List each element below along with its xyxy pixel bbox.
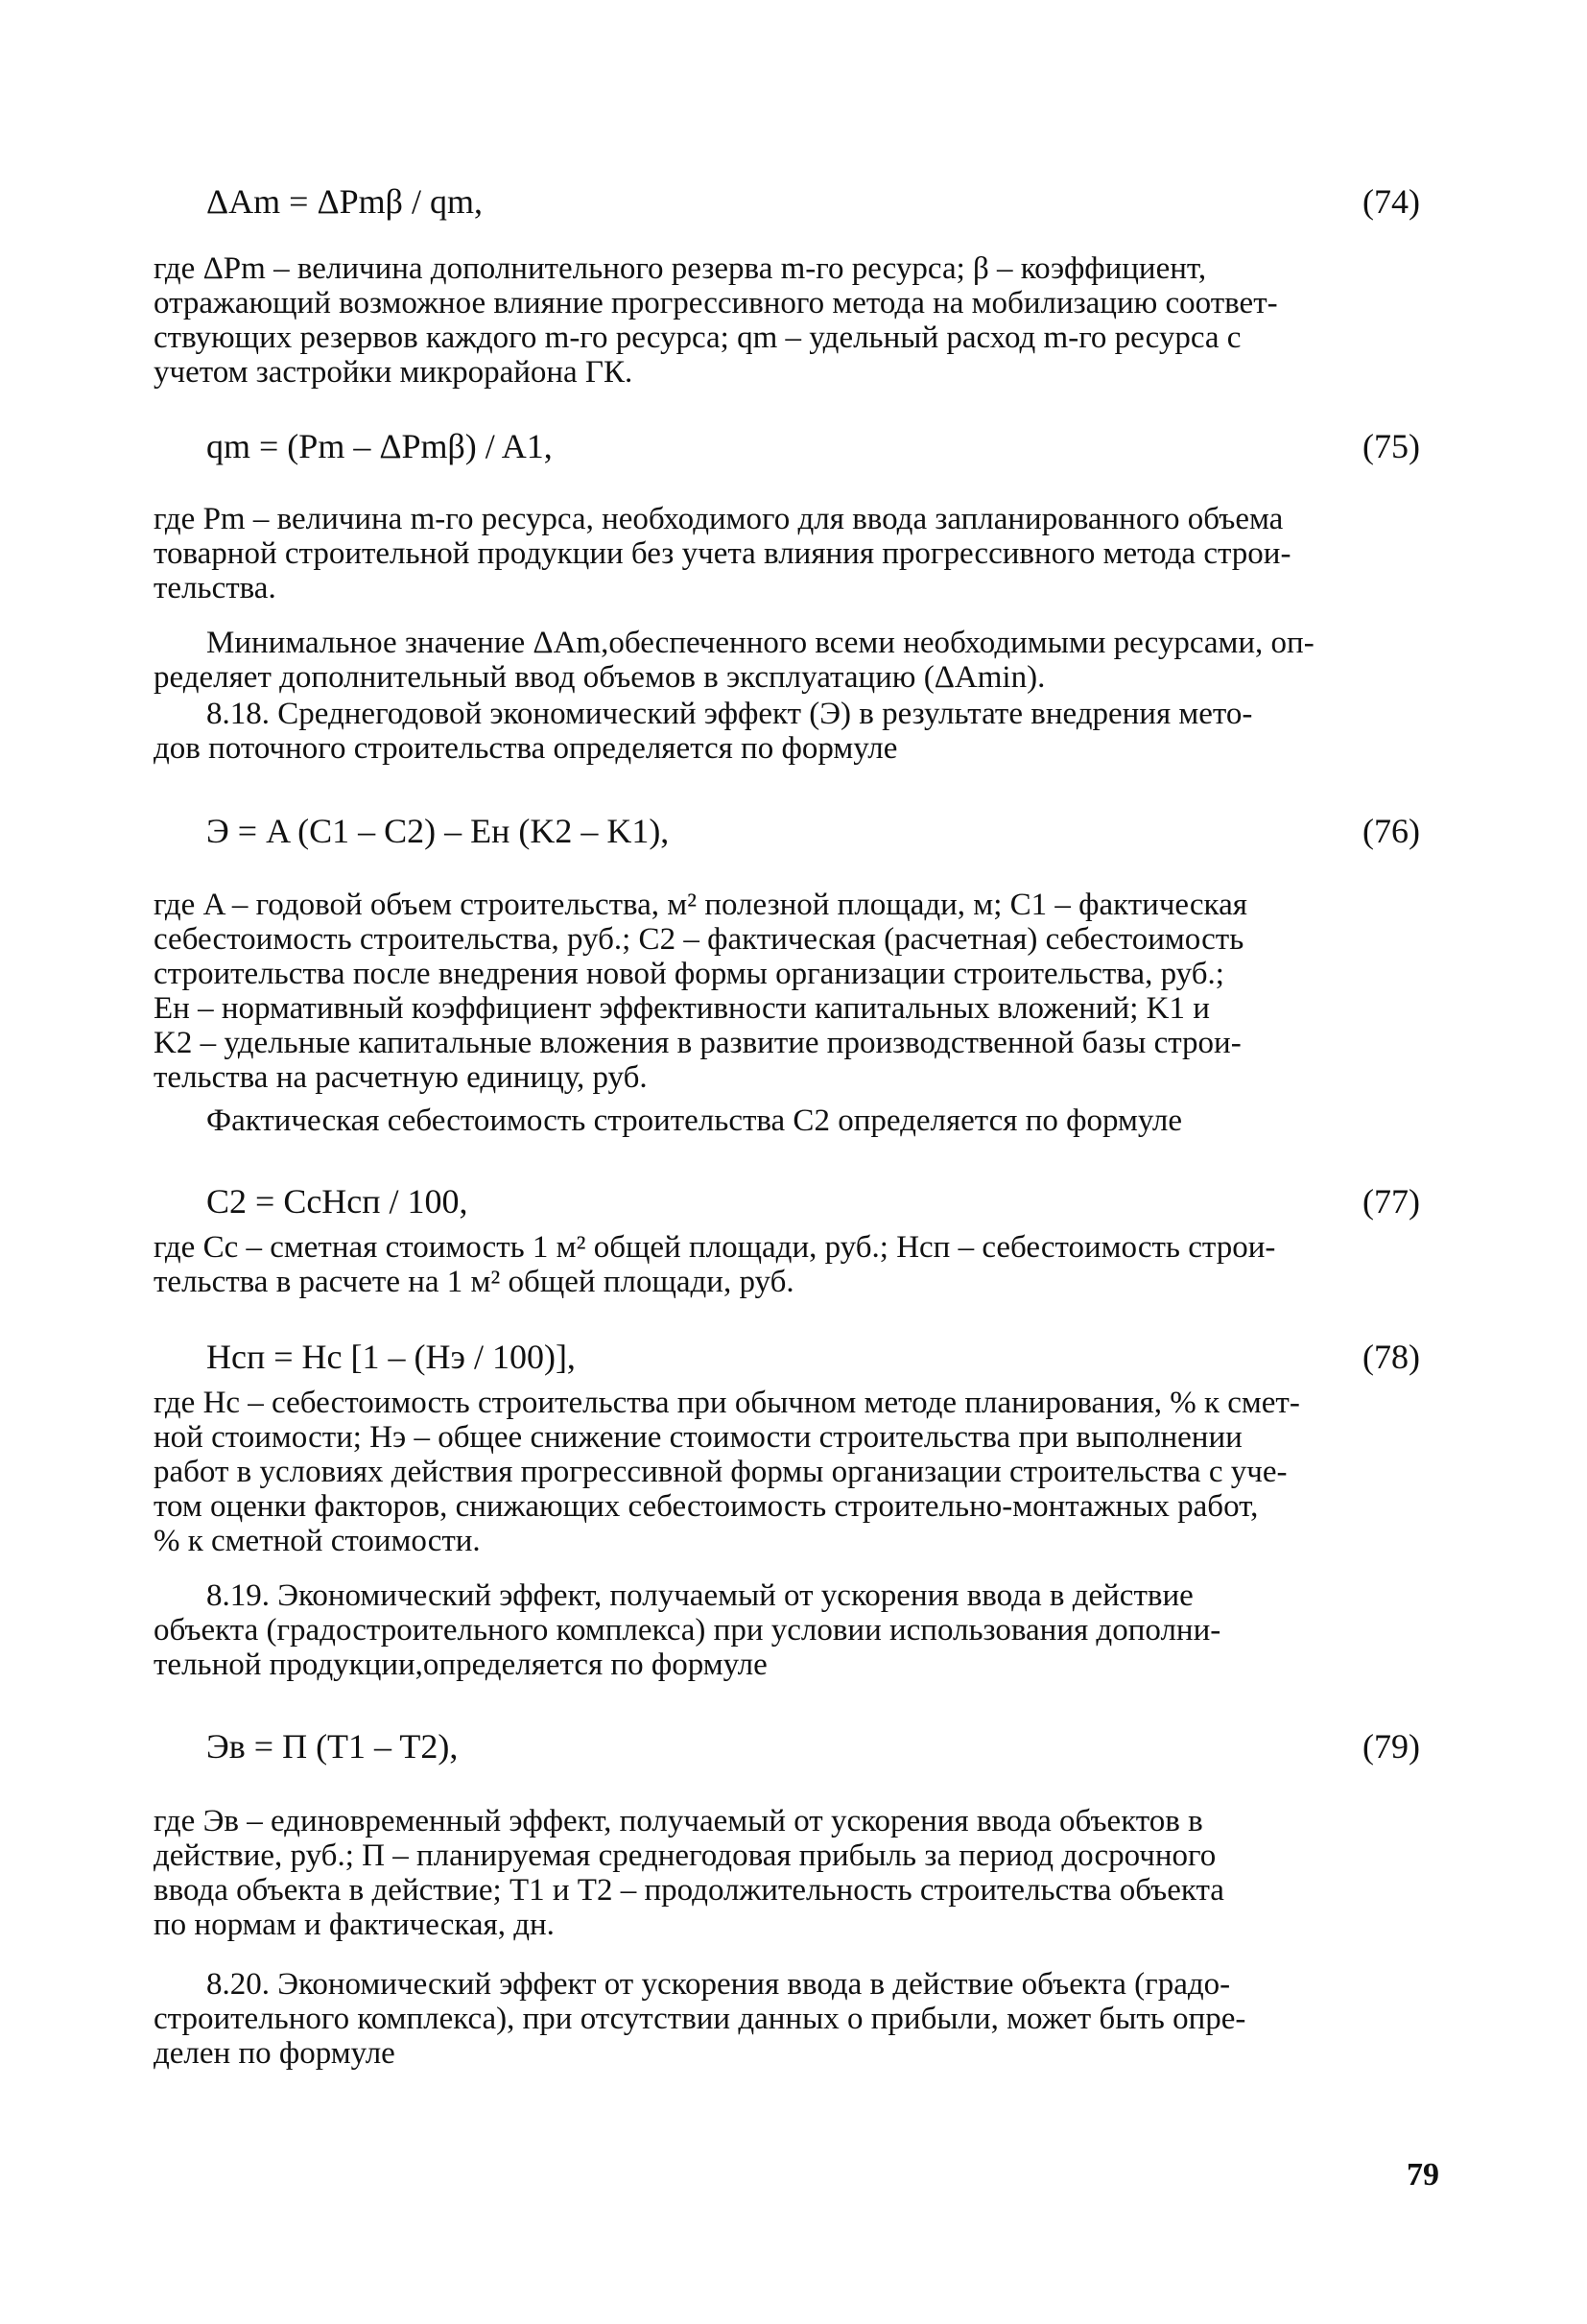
- formula-74-number: (74): [1362, 182, 1420, 221]
- text-line: учетом застройки микрорайона ГК.: [154, 355, 633, 390]
- text-line: делен по формуле: [154, 2036, 395, 2071]
- text-line: ределяет дополнительный ввод объемов в эксплуатацию (ΔAmin).: [154, 660, 1046, 695]
- text-line: где ΔPm – величина дополнительного резерва m-го ресурса; β – коэффициент,: [154, 251, 1207, 286]
- text-line: ной стоимости; Hэ – общее снижение стоимости строительства при выполнении: [154, 1420, 1243, 1455]
- formula-78: [206, 1328, 1420, 1386]
- formula-76-expression: Э = A (C1 – C2) – Eн (K2 – K1),: [206, 812, 670, 850]
- formula-77-number: (77): [1362, 1182, 1420, 1221]
- text-line: тельства на расчетную единицу, руб.: [154, 1060, 648, 1095]
- text-line: % к сметной стоимости.: [154, 1524, 481, 1558]
- formula-78-number: (78): [1362, 1338, 1420, 1376]
- text-line: объекта (градостроительного комплекса) при условии использования дополни-: [154, 1613, 1221, 1648]
- section-8-20: [154, 1967, 1420, 2071]
- formula-79-expression: Эв = П (T1 – T2),: [206, 1727, 459, 1766]
- paragraph-actual-cost: [154, 1103, 1420, 1138]
- text-line: тельства.: [154, 571, 276, 605]
- formula-78-expression: Hсп = Hс [1 – (Hэ / 100)],: [206, 1338, 576, 1376]
- text-line: товарной строительной продукции без учета влияния прогрессивного метода строи-: [154, 536, 1291, 571]
- text-line: отражающий возможное влияние прогрессивного метода на мобилизацию соответ-: [154, 286, 1278, 320]
- text-line: K2 – удельные капитальные вложения в развитие производственной базы строи-: [154, 1026, 1242, 1060]
- text-line: том оценки факторов, снижающих себестоимость строительно-монтажных работ,: [154, 1489, 1259, 1524]
- formula-76: [206, 802, 1420, 860]
- text-line: 8.18. Среднегодовой экономический эффект (Э) в результате внедрения мето-: [206, 697, 1253, 731]
- text-line: работ в условиях действия прогрессивной формы организации строительства с уче-: [154, 1455, 1288, 1489]
- text-line: где Cс – сметная стоимость 1 м² общей площади, руб.; Hсп – себестоимость строи-: [154, 1230, 1276, 1265]
- text-line: тельства в расчете на 1 м² общей площади, руб.: [154, 1265, 794, 1299]
- text-line: Минимальное значение ΔAm,обеспеченного всеми необходимыми ресурсами, оп-: [206, 626, 1315, 660]
- text-line: Eн – нормативный коэффициент эффективности капитальных вложений; K1 и: [154, 991, 1210, 1026]
- formula-79: [206, 1718, 1420, 1775]
- formula-75: [206, 417, 1420, 475]
- text-line: действие, руб.; П – планируемая среднегодовая прибыль за период досрочного: [154, 1838, 1217, 1873]
- text-line: ввода объекта в действие; T1 и T2 – продолжительность строительства объекта: [154, 1873, 1224, 1908]
- text-line: тельной продукции,определяется по формуле: [154, 1648, 768, 1682]
- text-line: где A – годовой объем строительства, м² полезной площади, м; C1 – фактическая: [154, 888, 1247, 922]
- section-8-18: [154, 697, 1420, 766]
- text-line: себестоимость строительства, руб.; C2 – фактическая (расчетная) себестоимость: [154, 922, 1244, 957]
- text-line: где Pm – величина m-го ресурса, необходимого для ввода запланированного объема: [154, 502, 1284, 536]
- page-number: 79: [1407, 2157, 1439, 2193]
- formula-77: [206, 1173, 1420, 1230]
- formula-77-expression: C2 = CсHсп / 100,: [206, 1182, 468, 1221]
- text-line: 8.20. Экономический эффект от ускорения ввода в действие объекта (градо-: [206, 1967, 1231, 2002]
- formula-79-number: (79): [1362, 1727, 1420, 1766]
- paragraph-76-explanation: [154, 888, 1420, 1095]
- text-line: по нормам и фактическая, дн.: [154, 1908, 555, 1942]
- paragraph-79-explanation: [154, 1804, 1420, 1942]
- text-line: строительного комплекса), при отсутствии данных о прибыли, может быть опре-: [154, 2002, 1246, 2036]
- text-line: 8.19. Экономический эффект, получаемый от ускорения ввода в действие: [206, 1578, 1194, 1613]
- text-line: Фактическая себестоимость строительства C2 определяется по формуле: [206, 1103, 1183, 1138]
- formula-74: [206, 173, 1420, 230]
- formula-76-number: (76): [1362, 812, 1420, 850]
- formula-75-number: (75): [1362, 427, 1420, 465]
- text-line: ствующих резервов каждого m-го ресурса; qm – удельный расход m-го ресурса с: [154, 320, 1242, 355]
- text-line: строительства после внедрения новой формы организации строительства, руб.;: [154, 957, 1224, 991]
- paragraph-77-explanation: [154, 1230, 1420, 1299]
- paragraph-75-explanation: [154, 502, 1420, 605]
- text-line: где Hс – себестоимость строительства при обычном методе планирования, % к смет-: [154, 1386, 1300, 1420]
- formula-74-expression: ΔAm = ΔPmβ / qm,: [206, 182, 483, 221]
- text-line: дов поточного строительства определяется по формуле: [154, 731, 898, 766]
- text-line: где Эв – единовременный эффект, получаемый от ускорения ввода объектов в: [154, 1804, 1203, 1838]
- paragraph-78-explanation: [154, 1386, 1420, 1558]
- paragraph-minimum-value: [154, 626, 1420, 695]
- section-8-19: [154, 1578, 1420, 1682]
- paragraph-74-explanation: [154, 251, 1420, 390]
- formula-75-expression: qm = (Pm – ΔPmβ) / A1,: [206, 427, 553, 465]
